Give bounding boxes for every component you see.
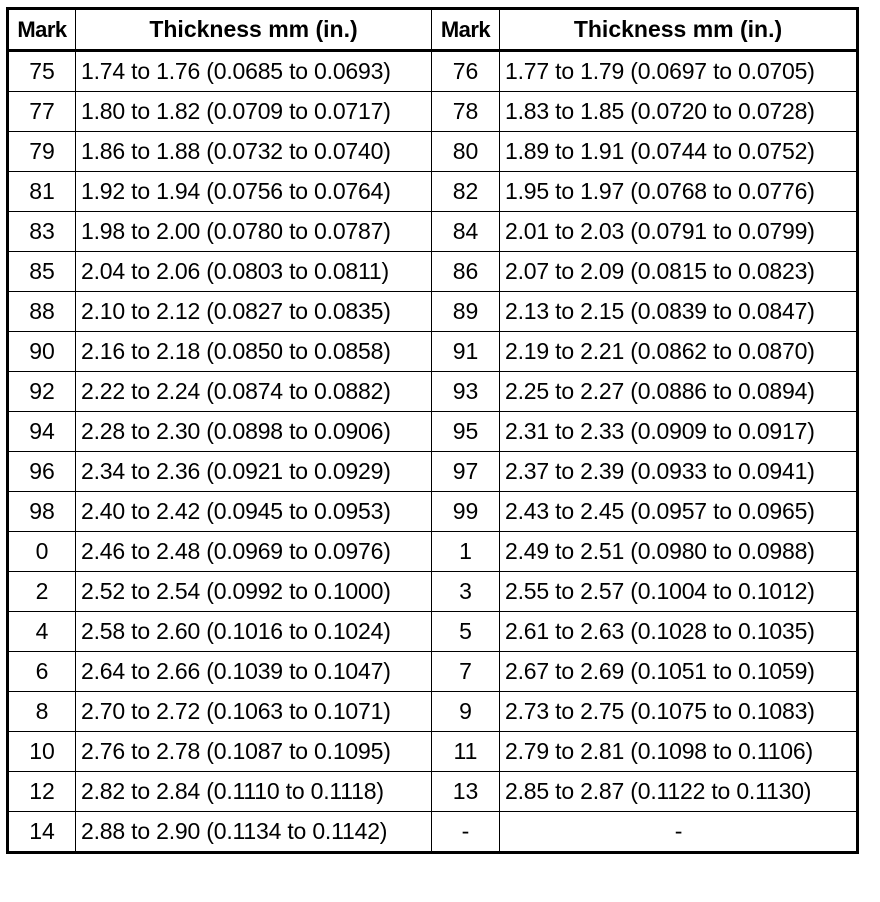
header-thickness-right: Thickness mm (in.) <box>500 9 858 51</box>
table-row <box>8 92 858 132</box>
mark-cell-left: 90 <box>8 332 76 372</box>
mark-cell-right: 3 <box>432 572 500 612</box>
mark-cell-left: 81 <box>8 172 76 212</box>
table-row <box>8 572 858 612</box>
mark-cell-left: 77 <box>8 92 76 132</box>
mark-cell-left: 92 <box>8 372 76 412</box>
header-row <box>8 9 858 51</box>
mark-cell-left: 12 <box>8 772 76 812</box>
mark-cell-right: 91 <box>432 332 500 372</box>
table-row <box>8 212 858 252</box>
mark-cell-left: 83 <box>8 212 76 252</box>
table-row <box>8 452 858 492</box>
table-row <box>8 652 858 692</box>
thickness-cell-right: 2.55 to 2.57 (0.1004 to 0.1012) <box>500 572 858 612</box>
thickness-cell-left: 2.40 to 2.42 (0.0945 to 0.0953) <box>76 492 432 532</box>
mark-cell-left: 94 <box>8 412 76 452</box>
thickness-cell-right: 2.25 to 2.27 (0.0886 to 0.0894) <box>500 372 858 412</box>
thickness-cell-left: 2.46 to 2.48 (0.0969 to 0.0976) <box>76 532 432 572</box>
thickness-cell-left: 2.64 to 2.66 (0.1039 to 0.1047) <box>76 652 432 692</box>
thickness-cell-left: 2.70 to 2.72 (0.1063 to 0.1071) <box>76 692 432 732</box>
table-row <box>8 732 858 772</box>
thickness-cell-left: 1.86 to 1.88 (0.0732 to 0.0740) <box>76 132 432 172</box>
thickness-cell-left: 1.98 to 2.00 (0.0780 to 0.0787) <box>76 212 432 252</box>
thickness-cell-right: 2.85 to 2.87 (0.1122 to 0.1130) <box>500 772 858 812</box>
mark-cell-right: 99 <box>432 492 500 532</box>
table-row <box>8 292 858 332</box>
table-row <box>8 692 858 732</box>
mark-cell-right: 89 <box>432 292 500 332</box>
mark-cell-right: 86 <box>432 252 500 292</box>
thickness-cell-right: 2.79 to 2.81 (0.1098 to 0.1106) <box>500 732 858 772</box>
thickness-cell-right: 2.43 to 2.45 (0.0957 to 0.0965) <box>500 492 858 532</box>
thickness-cell-right: 1.89 to 1.91 (0.0744 to 0.0752) <box>500 132 858 172</box>
thickness-cell-left: 2.52 to 2.54 (0.0992 to 0.1000) <box>76 572 432 612</box>
table-row <box>8 772 858 812</box>
mark-cell-right: 76 <box>432 51 500 92</box>
table-row <box>8 412 858 452</box>
table-row <box>8 612 858 652</box>
thickness-cell-right: 2.01 to 2.03 (0.0791 to 0.0799) <box>500 212 858 252</box>
thickness-cell-left: 2.34 to 2.36 (0.0921 to 0.0929) <box>76 452 432 492</box>
mark-cell-left: 6 <box>8 652 76 692</box>
mark-cell-left: 4 <box>8 612 76 652</box>
mark-cell-left: 0 <box>8 532 76 572</box>
thickness-cell-left: 2.58 to 2.60 (0.1016 to 0.1024) <box>76 612 432 652</box>
mark-cell-right: 78 <box>432 92 500 132</box>
thickness-cell-left: 2.10 to 2.12 (0.0827 to 0.0835) <box>76 292 432 332</box>
thickness-cell-right: 2.67 to 2.69 (0.1051 to 0.1059) <box>500 652 858 692</box>
thickness-cell-left: 2.76 to 2.78 (0.1087 to 0.1095) <box>76 732 432 772</box>
table-row <box>8 332 858 372</box>
thickness-cell-right: 2.49 to 2.51 (0.0980 to 0.0988) <box>500 532 858 572</box>
mark-cell-right: 5 <box>432 612 500 652</box>
thickness-cell-left: 1.80 to 1.82 (0.0709 to 0.0717) <box>76 92 432 132</box>
thickness-cell-right: 2.37 to 2.39 (0.0933 to 0.0941) <box>500 452 858 492</box>
table-row <box>8 372 858 412</box>
mark-cell-left: 85 <box>8 252 76 292</box>
table-row <box>8 172 858 212</box>
thickness-cell-right: - <box>500 812 858 853</box>
thickness-cell-right: 2.61 to 2.63 (0.1028 to 0.1035) <box>500 612 858 652</box>
thickness-cell-right: 1.77 to 1.79 (0.0697 to 0.0705) <box>500 51 858 92</box>
table-row <box>8 51 858 92</box>
header-mark-left: Mark <box>8 9 76 51</box>
mark-cell-left: 75 <box>8 51 76 92</box>
table-row <box>8 812 858 853</box>
thickness-cell-right: 2.07 to 2.09 (0.0815 to 0.0823) <box>500 252 858 292</box>
thickness-cell-left: 1.74 to 1.76 (0.0685 to 0.0693) <box>76 51 432 92</box>
mark-cell-left: 88 <box>8 292 76 332</box>
mark-cell-right: 84 <box>432 212 500 252</box>
thickness-table <box>6 7 859 854</box>
thickness-cell-left: 2.04 to 2.06 (0.0803 to 0.0811) <box>76 252 432 292</box>
mark-cell-right: 80 <box>432 132 500 172</box>
mark-cell-right: 95 <box>432 412 500 452</box>
mark-cell-right: - <box>432 812 500 853</box>
thickness-cell-left: 2.88 to 2.90 (0.1134 to 0.1142) <box>76 812 432 853</box>
table-row <box>8 252 858 292</box>
table-row <box>8 492 858 532</box>
mark-cell-right: 82 <box>432 172 500 212</box>
thickness-cell-right: 2.13 to 2.15 (0.0839 to 0.0847) <box>500 292 858 332</box>
mark-cell-right: 13 <box>432 772 500 812</box>
thickness-cell-left: 2.28 to 2.30 (0.0898 to 0.0906) <box>76 412 432 452</box>
thickness-cell-right: 2.31 to 2.33 (0.0909 to 0.0917) <box>500 412 858 452</box>
mark-cell-left: 8 <box>8 692 76 732</box>
table-row <box>8 132 858 172</box>
mark-cell-left: 98 <box>8 492 76 532</box>
mark-cell-right: 11 <box>432 732 500 772</box>
header-mark-right: Mark <box>432 9 500 51</box>
mark-cell-right: 1 <box>432 532 500 572</box>
table-body <box>8 51 858 853</box>
mark-cell-right: 9 <box>432 692 500 732</box>
mark-cell-left: 10 <box>8 732 76 772</box>
table-row <box>8 532 858 572</box>
thickness-cell-left: 1.92 to 1.94 (0.0756 to 0.0764) <box>76 172 432 212</box>
table-header <box>8 9 858 51</box>
mark-cell-left: 14 <box>8 812 76 853</box>
thickness-cell-right: 1.95 to 1.97 (0.0768 to 0.0776) <box>500 172 858 212</box>
thickness-cell-right: 1.83 to 1.85 (0.0720 to 0.0728) <box>500 92 858 132</box>
thickness-cell-left: 2.82 to 2.84 (0.1110 to 0.1118) <box>76 772 432 812</box>
thickness-cell-right: 2.19 to 2.21 (0.0862 to 0.0870) <box>500 332 858 372</box>
thickness-cell-left: 2.16 to 2.18 (0.0850 to 0.0858) <box>76 332 432 372</box>
thickness-cell-right: 2.73 to 2.75 (0.1075 to 0.1083) <box>500 692 858 732</box>
mark-cell-left: 96 <box>8 452 76 492</box>
thickness-cell-left: 2.22 to 2.24 (0.0874 to 0.0882) <box>76 372 432 412</box>
header-thickness-left: Thickness mm (in.) <box>76 9 432 51</box>
mark-cell-right: 7 <box>432 652 500 692</box>
mark-cell-left: 79 <box>8 132 76 172</box>
mark-cell-right: 93 <box>432 372 500 412</box>
mark-cell-left: 2 <box>8 572 76 612</box>
mark-cell-right: 97 <box>432 452 500 492</box>
